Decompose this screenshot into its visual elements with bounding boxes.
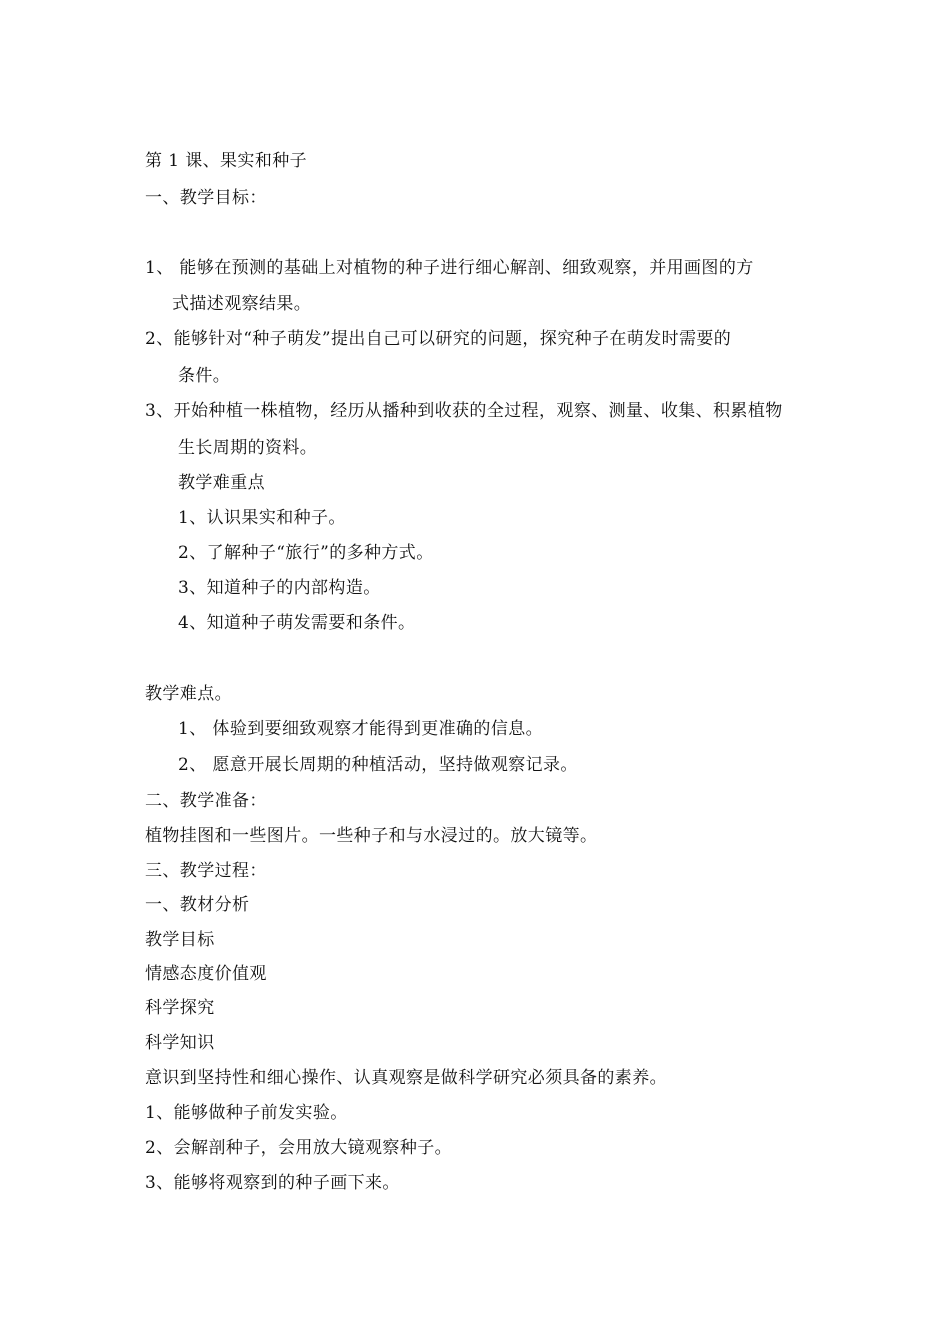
process-line: 科学探究 (145, 998, 215, 1018)
preparation-text: 植物挂图和一些图片。一些种子和与水浸过的。放大镜等。 (145, 826, 598, 846)
goal-item-3-continued: 生长周期的资料。 (178, 438, 318, 458)
section-heading-preparation: 二、教学准备： (145, 791, 267, 811)
goal-item-2: 2、能够针对“种子萌发”提出自己可以研究的问题，探究种子在萌发时需要的 (145, 329, 732, 349)
key-points-heading: 教学难重点 (178, 473, 265, 493)
process-line: 教学目标 (145, 930, 215, 950)
difficulty-item: 2、 愿意开展长周期的种植活动，坚持做观察记录。 (178, 755, 578, 775)
process-line: 1、能够做种子前发实验。 (145, 1103, 348, 1123)
process-line: 科学知识 (145, 1033, 215, 1053)
section-heading-process: 三、教学过程： (145, 861, 267, 881)
process-line: 3、能够将观察到的种子画下来。 (145, 1173, 400, 1193)
key-point-item: 1、认识果实和种子。 (178, 508, 346, 528)
key-point-item: 4、知道种子萌发需要和条件。 (178, 613, 416, 633)
lesson-title: 第 1 课、果实和种子 (145, 151, 308, 171)
section-heading-goals: 一、教学目标： (145, 188, 267, 208)
process-line: 意识到坚持性和细心操作、认真观察是做科学研究必须具备的素养。 (145, 1068, 667, 1088)
goal-item-3: 3、开始种植一株植物，经历从播种到收获的全过程，观察、测量、收集、积累植物 (145, 401, 783, 421)
difficulty-item: 1、 体验到要细致观察才能得到更准确的信息。 (178, 719, 544, 739)
goal-item-2-continued: 条件。 (178, 366, 231, 386)
process-line: 情感态度价值观 (145, 964, 267, 984)
process-line: 2、会解剖种子，会用放大镜观察种子。 (145, 1138, 453, 1158)
key-point-item: 3、知道种子的内部构造。 (178, 578, 381, 598)
key-point-item: 2、了解种子“旅行”的多种方式。 (178, 543, 434, 563)
difficulties-heading: 教学难点。 (145, 684, 232, 704)
process-line: 一、教材分析 (145, 895, 250, 915)
goal-item-1-continued: 式描述观察结果。 (172, 294, 312, 314)
goal-item-1: 1、 能够在预测的基础上对植物的种子进行细心解剖、细致观察，并用画图的方 (145, 258, 754, 278)
